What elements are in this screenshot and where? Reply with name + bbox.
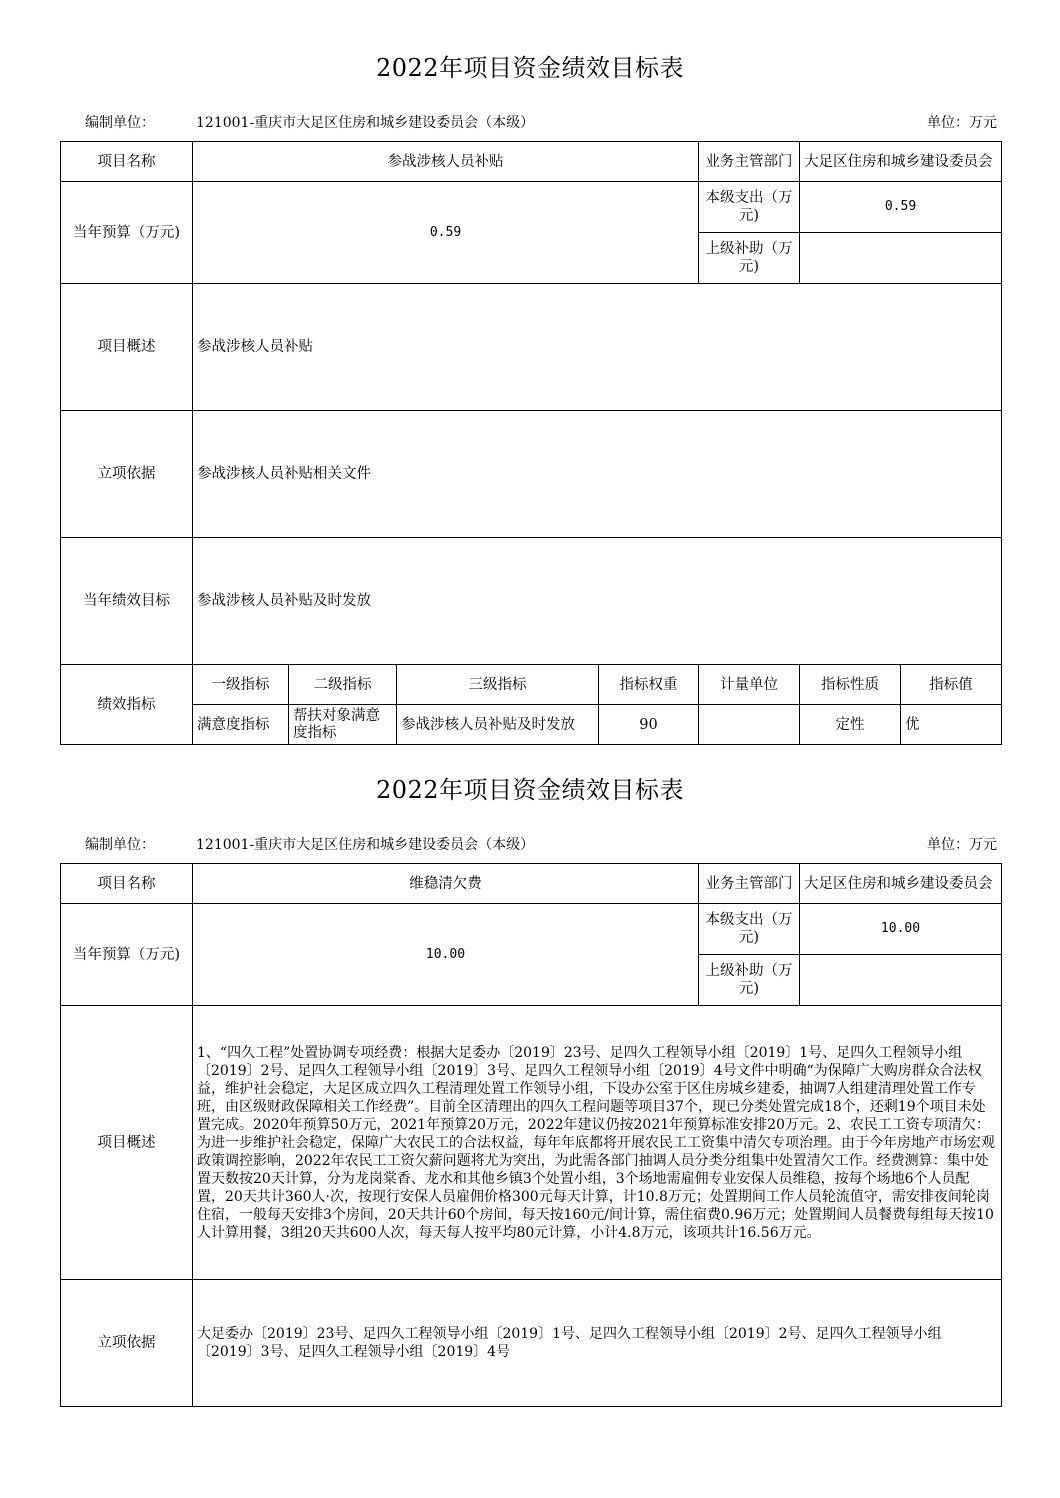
form1-table (60, 141, 1002, 745)
overview-label: 项目概述 (61, 284, 193, 411)
dept-value: 大足区住房和城乡建设委员会 (800, 864, 1002, 904)
upper-subsidy-value (800, 233, 1002, 284)
project-name-label: 项目名称 (61, 142, 193, 182)
project-name-value: 参战涉核人员补贴 (193, 142, 699, 182)
budget-value: 10.00 (193, 904, 699, 1006)
dept-label: 业务主管部门 (699, 864, 800, 904)
indicator-cell (699, 705, 800, 745)
indicator-header: 计量单位 (699, 665, 800, 705)
indicator-cell: 定性 (800, 705, 901, 745)
dept-label: 业务主管部门 (699, 142, 800, 182)
indicator-cell: 满意度指标 (193, 705, 289, 745)
form1-title: 2022年项目资金绩效目标表 (375, 54, 685, 82)
own-expense-label: 本级支出（万元) (699, 182, 800, 233)
indicator-cell: 参战涉核人员补贴及时发放 (397, 705, 599, 745)
indicator-header: 指标权重 (599, 665, 699, 705)
own-expense-value: 0.59 (800, 182, 1002, 233)
indicator-header: 二级指标 (289, 665, 397, 705)
dept-value: 大足区住房和城乡建设委员会 (800, 142, 1002, 182)
project-name-value: 维稳清欠费 (193, 864, 699, 904)
basis-value: 大足委办〔2019〕23号、足四久工程领导小组〔2019〕1号、足四久工程领导小组〔2019〕2号、足四久工程领导小组〔2019〕3号、足四久工程领导小组〔2019〕4号 (193, 1280, 1002, 1407)
project-name-label: 项目名称 (61, 864, 193, 904)
indicator-cell: 优 (901, 705, 1002, 745)
indicator-cell: 90 (599, 705, 699, 745)
org-label: 编制单位： (85, 115, 155, 131)
overview-label: 项目概述 (61, 1006, 193, 1280)
upper-subsidy-label: 上级补助（万元) (699, 233, 800, 284)
org-value: 121001-重庆市大足区住房和城乡建设委员会（本级） (196, 115, 535, 131)
form2-title: 2022年项目资金绩效目标表 (375, 776, 685, 804)
upper-subsidy-label: 上级补助（万元) (699, 955, 800, 1006)
own-expense-label: 本级支出（万元) (699, 904, 800, 955)
form2-meta-row (60, 834, 1000, 854)
org-value: 121001-重庆市大足区住房和城乡建设委员会（本级） (196, 837, 535, 853)
indicator-header: 指标值 (901, 665, 1002, 705)
form1-meta-row (60, 112, 1000, 132)
indicator-label: 绩效指标 (61, 665, 193, 745)
form2-table (60, 863, 1002, 1407)
indicator-cell: 帮扶对象满意度指标 (289, 705, 397, 745)
indicator-header: 一级指标 (193, 665, 289, 705)
basis-label: 立项依据 (61, 1280, 193, 1407)
basis-value: 参战涉核人员补贴相关文件 (193, 411, 1002, 538)
indicator-header: 三级指标 (397, 665, 599, 705)
goal-label: 当年绩效目标 (61, 538, 193, 665)
overview-value: 1、“四久工程”处置协调专项经费：根据大足委办〔2019〕23号、足四久工程领导小组〔2019〕1号、足四久工程领导小组〔2019〕2号、足四久工程领导小组〔2019〕3号、足四久工程领导小组〔2019〕4号文件中明确“为保障广大购房群众合法权益，维护社会稳定，大足区成立四久工程清理处置工作领导小组，下设办公室于区住房城乡建委，抽调7人组建清理处置工作专班，由区级财政保障相关工作经费”。目前全区清理出的四久工程问题等项目37个，现已分类处置完成18个，还剩19个项目未处置完成。2020年预算50万元，2021年预算20万元，2022年建议仍按2021年预算标准安排20万元。2、农民工工资专项清欠：为进一步维护社会稳定，保障广大农民工的合法权益，每年年底都将开展农民工工资集中清欠专项治理。由于今年房地产市场宏观政策调控影响，2022年农民工工资欠薪问题将尤为突出，为此需各部门抽调人员分类分组集中处置清欠工作。经费测算：集中处置天数按20天计算，分为龙岗棠香、龙水和其他乡镇3个处置小组，3个场地需雇佣专业安保人员维稳，按每个场地6个人员配置，20天共计360人·次，按现行安保人员雇佣价格300元每天计算，计10.8万元；处置期间工作人员轮流值守，需安排夜间轮岗住宿，一般每天安排3个房间，20天共计60个房间，每天按160元/间计算，需住宿费0.96万元；处置期间人员餐费每组每天按10人计算用餐，3组20天共600人次，每天每人按平均80元计算，小计4.8万元，该项共计16.56万元。 (193, 1006, 1002, 1280)
upper-subsidy-value (800, 955, 1002, 1006)
goal-value: 参战涉核人员补贴及时发放 (193, 538, 1002, 665)
budget-label: 当年预算（万元) (61, 182, 193, 284)
own-expense-value: 10.00 (800, 904, 1002, 955)
budget-value: 0.59 (193, 182, 699, 284)
org-label: 编制单位： (85, 837, 155, 853)
budget-label: 当年预算（万元) (61, 904, 193, 1006)
basis-label: 立项依据 (61, 411, 193, 538)
indicator-header: 指标性质 (800, 665, 901, 705)
overview-value: 参战涉核人员补贴 (193, 284, 1002, 411)
unit-label: 单位：万元 (927, 837, 997, 853)
unit-label: 单位：万元 (927, 115, 997, 131)
